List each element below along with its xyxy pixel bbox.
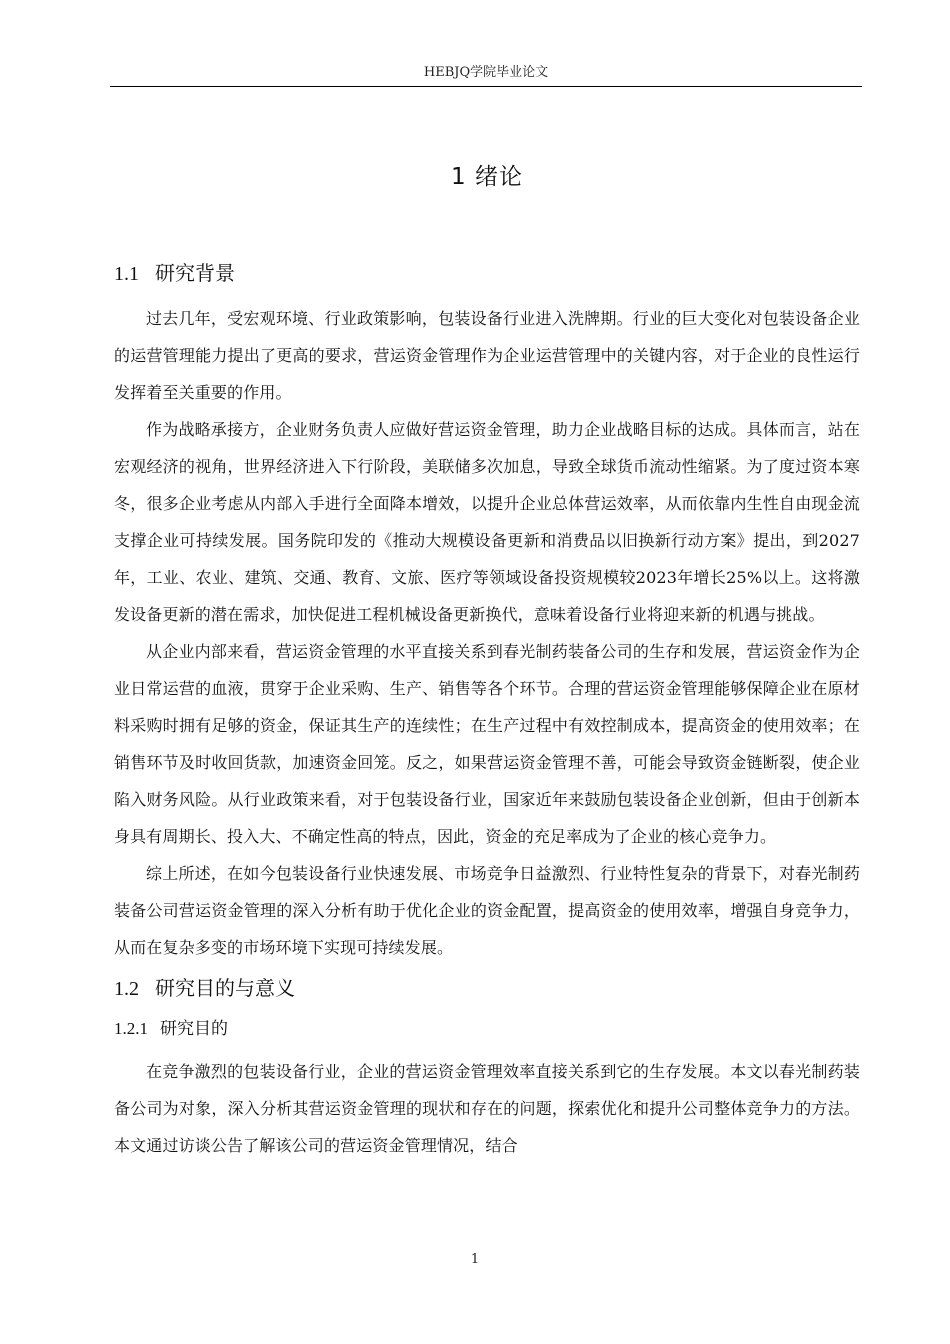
section-title-text: 研究背景 <box>155 261 235 285</box>
section-heading-1-1 <box>114 257 860 290</box>
subsection-title-text: 研究目的 <box>160 1019 228 1039</box>
body-paragraph: 在竞争激烈的包装设备行业，企业的营运资金管理效率直接关系到它的生存发展。本文以春光制药装备公司为对象，深入分析其营运资金管理的现状和存在的问题，探索优化和提升公司整体竞争力的方法。本文通过访谈公告了解该公司的营运资金管理情况，结合 <box>114 1062 860 1155</box>
body-paragraph: 作为战略承接方，企业财务负责人应做好营运资金管理，助力企业战略目标的达成。具体而言，站在宏观经济的视角，世界经济进入下行阶段，美联储多次加息，导致全球货币流动性缩紧。为了度过资本寒冬，很多企业考虑从内部入手进行全面降本增效，以提升企业总体营运效率，从而依靠内生性自由现金流支撑企业可持续发展。国务院印发的《推动大规模设备更新和消费品以旧换新行动方案》提出，到2027年，工业、农业、建筑、交通、教育、文旅、医疗等领域设备投资规模较2023年增长25%以上。这将激发设备更新的潜在需求，加快促进工程机械设备更新换代，意味着设备行业将迎来新的机遇与挑战。 <box>114 420 860 624</box>
section-title-text: 研究目的与意义 <box>155 976 295 1000</box>
section-number: 1.1 <box>114 263 139 285</box>
section-heading-1-2 <box>114 972 860 1005</box>
subsection-number: 1.2.1 <box>114 1019 148 1038</box>
section-number: 1.2 <box>114 978 139 1000</box>
body-paragraph: 从企业内部来看，营运资金管理的水平直接关系到春光制药装备公司的生存和发展，营运资金作为企业日常运营的血液，贯穿于企业采购、生产、销售等各个环节。合理的营运资金管理能够保障企业在原材料采购时拥有足够的资金，保证其生产的连续性；在生产过程中有效控制成本，提高资金的使用效率；在销售环节及时收回货款，加速资金回笼。反之，如果营运资金管理不善，可能会导致资金链断裂，使企业陷入财务风险。从行业政策来看，对于包装设备行业，国家近年来鼓励包装设备企业创新，但由于创新本身具有周期长、投入大、不确定性高的特点，因此，资金的充足率成为了企业的核心竞争力。 <box>114 642 860 846</box>
page-content <box>114 155 860 1164</box>
page-number: 1 <box>470 1252 480 1267</box>
body-paragraph: 过去几年，受宏观环境、行业政策影响，包装设备行业进入洗牌期。行业的巨大变化对包装设备企业的运营管理能力提出了更高的要求，营运资金管理作为企业运营管理中的关键内容，对于企业的良性运行发挥着至关重要的作用。 <box>114 309 860 402</box>
body-paragraph: 综上所述，在如今包装设备行业快速发展、市场竞争日益激烈、行业特性复杂的背景下，对春光制药装备公司营运资金管理的深入分析有助于优化企业的资金配置，提高资金的使用效率，增强自身竞争力，从而在复杂多变的市场环境下实现可持续发展。 <box>114 864 860 957</box>
chapter-title: 1 绪论 <box>451 164 523 190</box>
running-header: HEBJQ学院毕业论文 <box>423 65 549 80</box>
header-rule <box>110 86 862 87</box>
subsection-heading-1-2-1 <box>114 1015 860 1043</box>
